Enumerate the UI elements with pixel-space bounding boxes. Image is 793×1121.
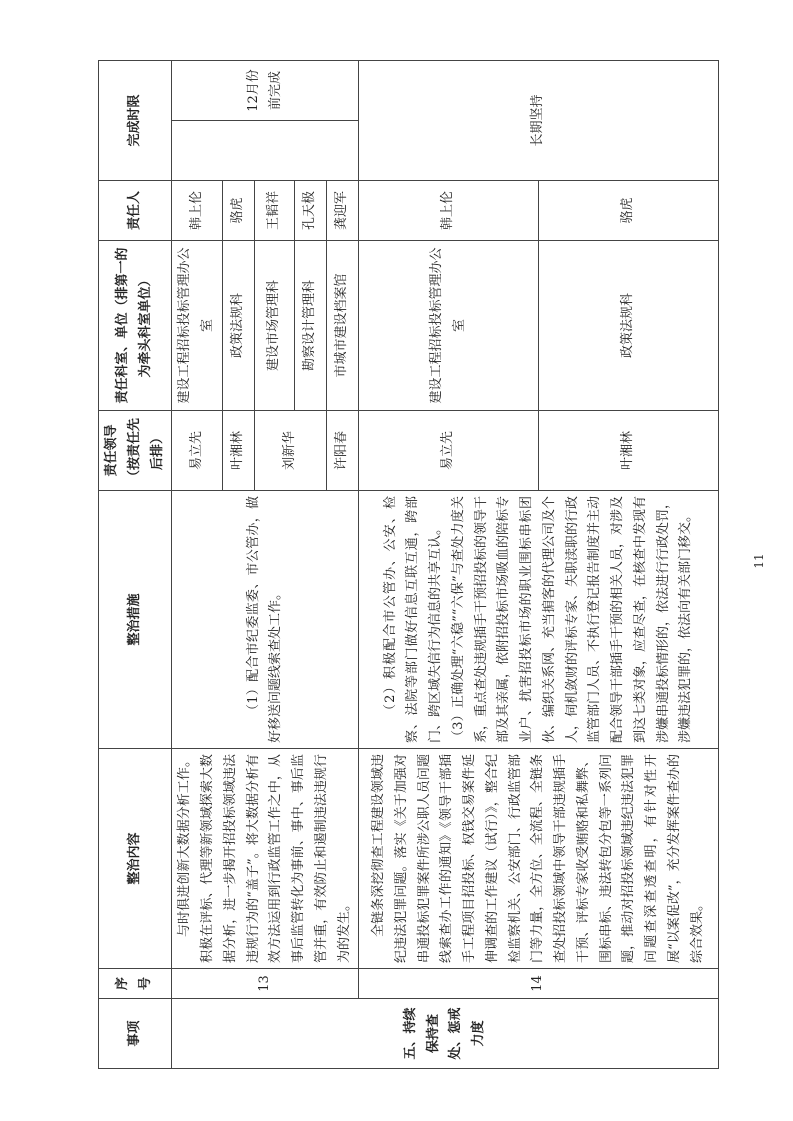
content-cell: 全链条深挖彻查工程建设领域违纪违法犯罪问题。落实《关于加强对串通投标犯罪案件所涉公职人员问题线索查办工作的通知》《领导干部插手工程项目招投标、权钱交易案件延伸调查的工作建议（试行）》，整合纪检监察机关、公安部门、行政监管部门等力量，全方位、全流程、全链条查处招投标领域中领导干部违规插手干预、评标专家收受贿赂和私舞弊、围标串标、违法转包分包等一系列问题，推动对招投标领域违纪违法犯罪问题查深查透查明，有针对性开展“以案促改”，充分发挥案件查办的综合效果。 — [359, 749, 719, 969]
leader-cell: 叶湘林 — [222, 411, 254, 491]
unit-cell: 勘察设计管理科 — [295, 241, 327, 411]
table-row — [359, 60, 539, 1068]
header-unit: 责任科室、单位（排第一的为牵头科室单位） — [99, 241, 172, 411]
header-measures: 整治措施 — [99, 491, 172, 749]
deadline-cell: 12月份前完成 — [172, 60, 359, 120]
unit-cell: 政策法规科 — [222, 241, 254, 411]
leader-cell: 叶湘林 — [539, 411, 719, 491]
person-cell: 孔天极 — [295, 181, 327, 241]
person-cell: 骆虎 — [539, 181, 719, 241]
unit-cell: 建设市场管理科 — [254, 241, 295, 411]
deadline-spacer — [172, 121, 359, 181]
page-number: 11 — [752, 553, 766, 569]
header-seq: 序号 — [99, 969, 172, 999]
seq-cell: 13 — [172, 969, 359, 999]
leader-cell: 易立先 — [172, 411, 223, 491]
deadline-cell: 长期坚持 — [359, 60, 719, 180]
unit-cell: 建设工程招标投标管理办公室 — [172, 241, 223, 411]
header-leader: 责任领导（按责任先后排） — [99, 411, 172, 491]
person-cell: 韩上伦 — [359, 181, 539, 241]
unit-cell: 建设工程招标投标管理办公室 — [359, 241, 539, 411]
leader-cell: 易立先 — [359, 411, 539, 491]
person-cell: 韩上伦 — [172, 181, 223, 241]
leader-cell: 刘新华 — [254, 411, 327, 491]
unit-cell: 政策法规科 — [539, 241, 719, 411]
header-content: 整治内容 — [99, 749, 172, 969]
measures-cell: （1）配合市纪委监委、市公管办，做好移送问题线索查处工作。 — [172, 491, 359, 749]
header-person: 责任人 — [99, 181, 172, 241]
rectification-table — [98, 60, 719, 1069]
person-cell: 骆虎 — [222, 181, 254, 241]
unit-cell: 市城市建设档案馆 — [327, 241, 359, 411]
seq-cell: 14 — [359, 969, 719, 999]
person-cell: 王韬祥 — [254, 181, 295, 241]
leader-cell: 许阳春 — [327, 411, 359, 491]
content-cell: 与时俱进创新大数据分析工作。积极在评标、代理等新领域探索大数据分析，进一步揭开招投标领域违法违规行为的“盖子”。将大数据分析有效方法运用到行政监管工作之中，从事后监管转化为事前、事中、事后监管并重，有效防止和遏制违法违规行为的发生。 — [172, 749, 359, 969]
header-row — [99, 60, 172, 1068]
person-cell: 龚迎军 — [327, 181, 359, 241]
matter-cell: 五、持续保持查处、惩戒力度 — [172, 999, 719, 1069]
table-row — [172, 60, 223, 1068]
measures-cell: （2）积极配合市公管办、公安、检察、法院等部门做好信息互联互通，跨部门、跨区域失信行为信息的共享互认。 （3）正确处理“六稳”“六保”与查处力度关系，重点查处违规插手干预招投标的领导干部及其亲属，依附招投标市场吸血的陪标专业户、扰害招投标市场的职业围标串标团伙、编织关系网、充当掮客的代理公司及个人，伺机敛财的评标专家、失职渎职的行政监管部门人员、不执行登记报告制度并主动配合领导干部插手干预的相关人员，对涉及到这七类对象，应查尽查，在核查中发现有涉嫌串通投标情形的，依法进行行政处罚，涉嫌违法犯罪的，依法向有关部门移交。 — [359, 491, 719, 749]
header-deadline: 完成时限 — [99, 60, 172, 180]
header-matter: 事项 — [99, 999, 172, 1069]
